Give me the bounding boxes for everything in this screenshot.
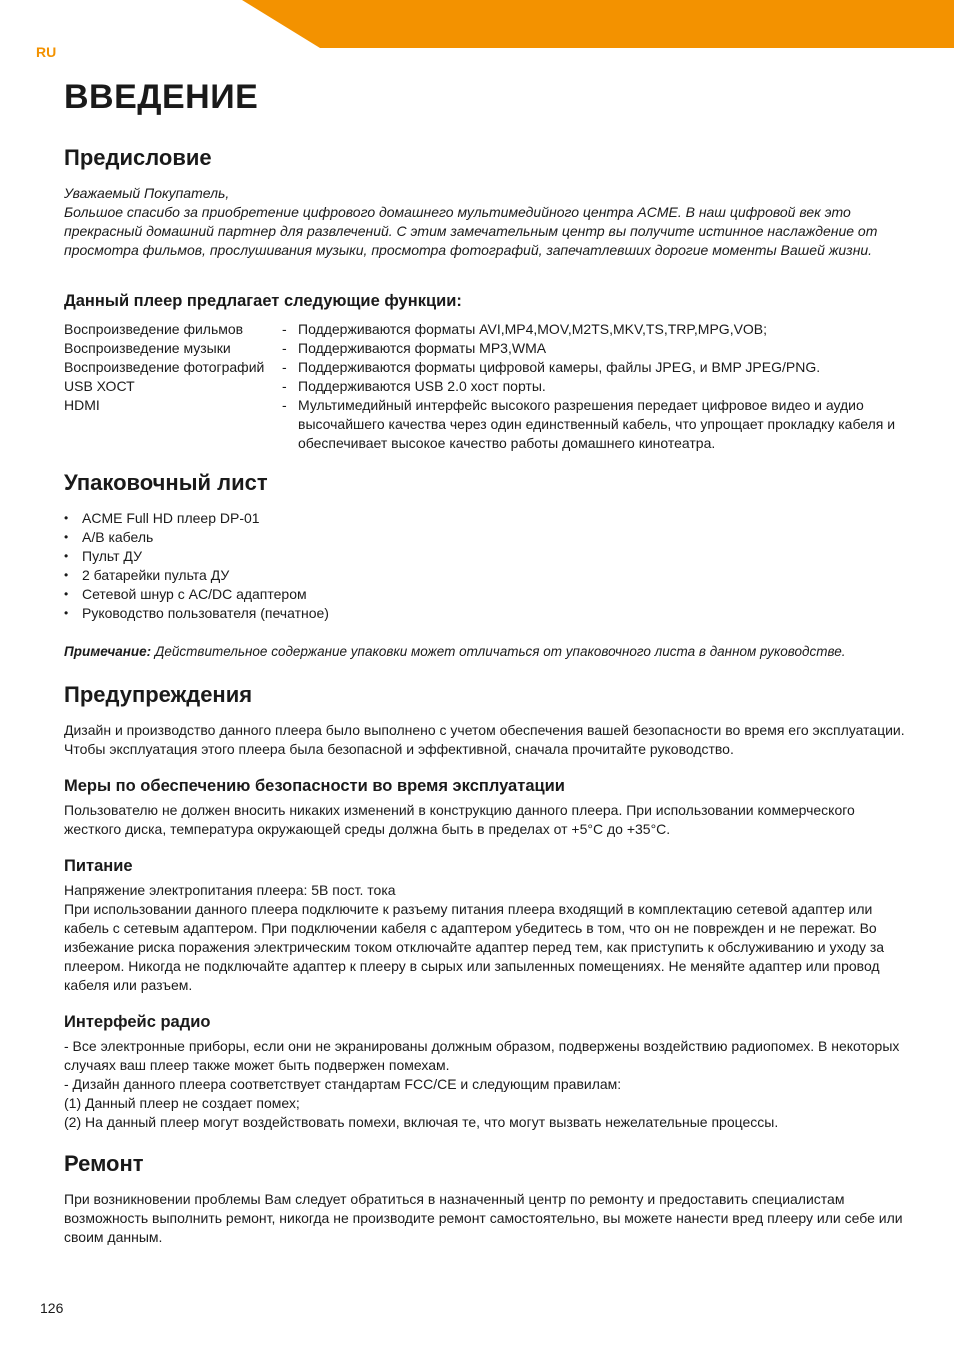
packing-item xyxy=(64,509,906,528)
note-label: Примечание: xyxy=(64,644,152,659)
power-voltage: Напряжение электропитания плеера: 5В пост. тока xyxy=(64,882,396,898)
packing-item xyxy=(64,566,906,585)
warnings-heading: Предупреждения xyxy=(64,682,253,707)
bullet-icon: • xyxy=(64,549,69,563)
note-text: Действительное содержание упаковки может отличаться от упаковочного листа в данном руководстве. xyxy=(151,644,846,659)
repair-text: При возникновении проблемы Вам следует обратиться в назначенный центр по ремонту и предоставить специалистам возможность выполнить ремонт, никогда не производите ремонт самостоятельно, вы можете нанести вред плееру или себе или своим данным. xyxy=(64,1191,903,1245)
feature-description: Поддерживаются форматы MP3,WMA xyxy=(298,340,547,356)
feature-row xyxy=(64,396,906,453)
features-list xyxy=(64,320,906,453)
orange-banner-shape xyxy=(242,0,954,48)
packing-item xyxy=(64,604,906,623)
packing-heading: Упаковочный лист xyxy=(64,470,268,495)
safety-heading: Меры по обеспечению безопасности во время эксплуатации xyxy=(64,777,565,795)
packing-item-label: Сетевой шнур с AC/DC адаптером xyxy=(82,586,307,602)
feature-name: Воспроизведение фотографий xyxy=(64,359,265,375)
bullet-icon: • xyxy=(64,530,69,544)
main-content xyxy=(64,76,906,1247)
feature-row xyxy=(64,320,906,339)
feature-dash: - xyxy=(282,378,287,394)
feature-description: Поддерживаются форматы цифровой камеры, файлы JPEG, и BMP JPEG/PNG. xyxy=(298,359,821,375)
packing-item xyxy=(64,547,906,566)
foreword-text: Большое спасибо за приобретение цифрового домашнего мультимедийного центра ACME. В наш цифровой век это прекрасный домашний партнер для развлечений. С этим замечательным центр вы получите истинное наслаждение от просмотра фильмов, прослушивания музыки, просмотра фотографий, запечатлевших дорогие моменты Вашей жизни. xyxy=(64,204,878,258)
repair-heading: Ремонт xyxy=(64,1151,144,1176)
feature-dash: - xyxy=(282,397,287,413)
packing-item xyxy=(64,528,906,547)
bullet-icon: • xyxy=(64,606,69,620)
radio-line: - Все электронные приборы, если они не экранированы должным образом, подвержены воздействию радиопомех. В некоторых случаях ваш плеер также может быть подвержен помехам. xyxy=(64,1038,900,1073)
power-text: При использовании данного плеера подключите к разъему питания плеера входящий в комплектацию сетевой адаптер или кабель с сетевым адаптером. При подключении кабеля с адаптером убедитесь в том, что он не поврежден и не пережат. Во избежание риска поражения электрическим током отключайте адаптер перед тем, как приступить к обслуживанию и уходу за плеером. Никогда не подключайте адаптер к плееру в сырых или запыленных помещениях. Не меняйте адаптер или провод кабеля или разъем. xyxy=(64,901,885,993)
packing-list xyxy=(64,509,906,623)
radio-heading: Интерфейс радио xyxy=(64,1013,211,1031)
feature-description: Поддерживаются USB 2.0 хост порты. xyxy=(298,378,546,394)
packing-item-label: A/B кабель xyxy=(82,529,154,545)
bullet-icon: • xyxy=(64,511,69,525)
features-heading: Данный плеер предлагает следующие функции: xyxy=(64,292,462,310)
power-heading: Питание xyxy=(64,857,133,875)
page-number: 126 xyxy=(40,1300,64,1316)
packing-item xyxy=(64,585,906,604)
feature-name: HDMI xyxy=(64,397,100,413)
bullet-icon: • xyxy=(64,568,69,582)
packing-note xyxy=(64,642,906,661)
feature-dash: - xyxy=(282,340,287,356)
packing-item-label: ACME Full HD плеер DP-01 xyxy=(82,510,260,526)
feature-description: Поддерживаются форматы AVI,MP4,MOV,M2TS,MKV,TS,TRP,MPG,VOB; xyxy=(298,321,768,337)
bullet-icon: • xyxy=(64,587,69,601)
packing-item-label: Руководство пользователя (печатное) xyxy=(82,605,329,621)
feature-name: USB ХОСТ xyxy=(64,378,135,394)
feature-row xyxy=(64,358,906,377)
feature-name: Воспроизведение музыки xyxy=(64,340,231,356)
warnings-text: Дизайн и производство данного плеера было выполнено с учетом обеспечения вашей безопасности во время его эксплуатации. Чтобы эксплуатация этого плеера была безопасной и эффективной, сначала прочитайте руководство. xyxy=(64,722,905,757)
radio-line: (2) На данный плеер могут воздействовать помехи, включая те, что могут вызвать нежелательные процессы. xyxy=(64,1114,779,1130)
feature-row xyxy=(64,339,906,358)
feature-row xyxy=(64,377,906,396)
foreword-greeting: Уважаемый Покупатель, xyxy=(64,185,230,201)
packing-item-label: Пульт ДУ xyxy=(82,548,142,564)
feature-description: Мультимедийный интерфейс высокого разрешения передает цифровое видео и аудио высочайшего качества через один единственный кабель, что упрощает прокладку кабеля и обеспечивает высокое качество работы домашнего кинотеатра. xyxy=(298,397,896,451)
language-label: RU xyxy=(36,44,57,60)
packing-item-label: 2 батарейки пульта ДУ xyxy=(82,567,230,583)
radio-line: - Дизайн данного плеера соответствует стандартам FCC/CE и следующим правилам: xyxy=(64,1076,622,1092)
foreword-heading: Предисловие xyxy=(64,145,212,170)
feature-name: Воспроизведение фильмов xyxy=(64,321,244,337)
header-banner xyxy=(0,0,954,48)
radio-line: (1) Данный плеер не создает помех; xyxy=(64,1095,300,1111)
feature-dash: - xyxy=(282,321,287,337)
feature-dash: - xyxy=(282,359,287,375)
page-title: ВВЕДЕНИЕ xyxy=(64,78,259,116)
safety-text: Пользователю не должен вносить никаких изменений в конструкцию данного плеера. При использовании коммерческого жесткого диска, температура окружающей среды должна быть в пределах от +5°C до +35°C. xyxy=(64,802,855,837)
